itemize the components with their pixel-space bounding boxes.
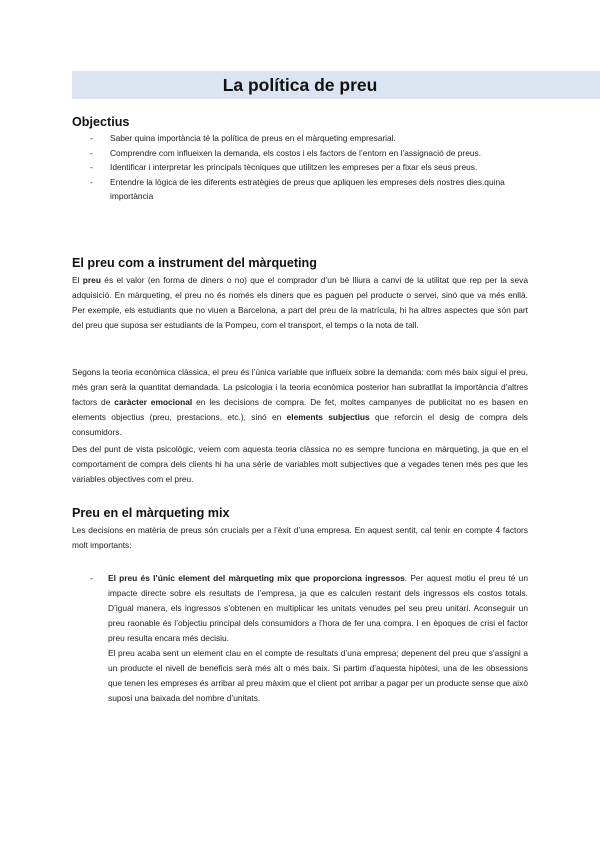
instrument-heading: El preu com a instrument del màrqueting xyxy=(72,256,317,270)
mix-item-paragraph-2: El preu acaba sent un element clau en el compte de resultats d’una empresa; depenent del preu que s’assigni a un producte el nivell de beneficis serà més alt o més baix. Si partim d’aquesta hipòtesi, una de les obsessions que tenen les empreses és arribar al preu màxim que el client pot arribar a pagar per un producte sense que això suposi una baixada del nombre d’unitats. xyxy=(108,648,528,703)
objectius-heading: Objectius xyxy=(72,115,130,129)
list-item: - Identificar i interpretar les principals tècniques que utilitzen les empreses per a fixar els seus preus. xyxy=(72,160,528,175)
mix-intro: Les decisions en matèria de preus són crucials per a l’èxit d’una empresa. En aquest sentit, cal tenir en compte 4 factors molt importants: xyxy=(72,525,528,550)
page-title: La política de preu xyxy=(222,75,378,95)
mix-list-item xyxy=(90,571,528,706)
list-dash: - xyxy=(90,573,93,583)
objectius-list xyxy=(72,131,528,204)
instrument-paragraph-1: El preu és el valor (en forma de diners o no) que el comprador d’un bé lliura a canvi de la utilitat que rep per la seva adquisició. En màrqueting, el preu no és només els diners que es paguen pel producte o servei, sinó que va més enllà. Per exemple, els estudiants que no viuen a Barcelona, a part del preu de la matrícula, hi ha altres aspectes que són part del preu que suposa ser estudiants de la Pompeu, com el transport, el temps o la nota de tall. xyxy=(72,275,528,330)
list-item: - Comprendre com influeixen la demanda, els costos i els factors de l’entorn en l’assignació de preus. xyxy=(72,146,528,161)
list-item: - Saber quina importància té la política de preus en el màrqueting empresarial. xyxy=(72,131,528,146)
list-item: - Entendre la lògica de les diferents estratègies de preus que apliquen les empreses dels nostres dies.quina importància xyxy=(72,175,528,204)
mix-heading: Preu en el màrqueting mix xyxy=(72,506,230,520)
instrument-paragraph-3: Des del punt de vista psicològic, veiem com aquesta teoria clàssica no es sempre funciona en màrqueting, ja que en el comportament de compra dels clients hi ha una sèrie de variables molt subjectives que a vegades tenen més pes que les variables objectives com el preu. xyxy=(72,444,528,484)
instrument-paragraph-2: Segons la teoria econòmica clàssica, el preu és l’única variable que influeix sobre la demanda: com més baix sigui el preu, més gran serà la quantitat demandada. La psicologia i la teoria econòmica posterior han subratllat la importància d’altres factors de caràcter emocional en les decisions de compra. De fet, moltes campanyes de publicitat no es basen en elements objectius (preu, prestacions, etc.), sinó en elements subjectius que reforcin el desig de compra dels consumidors. xyxy=(72,367,528,437)
mix-item-paragraph: El preu és l’únic element del màrqueting mix que proporciona ingressos. Per aquest motiu el preu té un impacte directe sobre els resultats de l’empresa, ja que es calculen restant dels ingressos els costos totals. D’igual manera, els ingressos s’obtenen en multiplicar les unitats venudes pel seu preu unitari. Aconseguir un preu raonable és l’objectiu principal dels consumidors a l’hora de fer una compra. I en èpoques de crisi el factor preu resulta encara més decisiu. xyxy=(108,573,528,643)
